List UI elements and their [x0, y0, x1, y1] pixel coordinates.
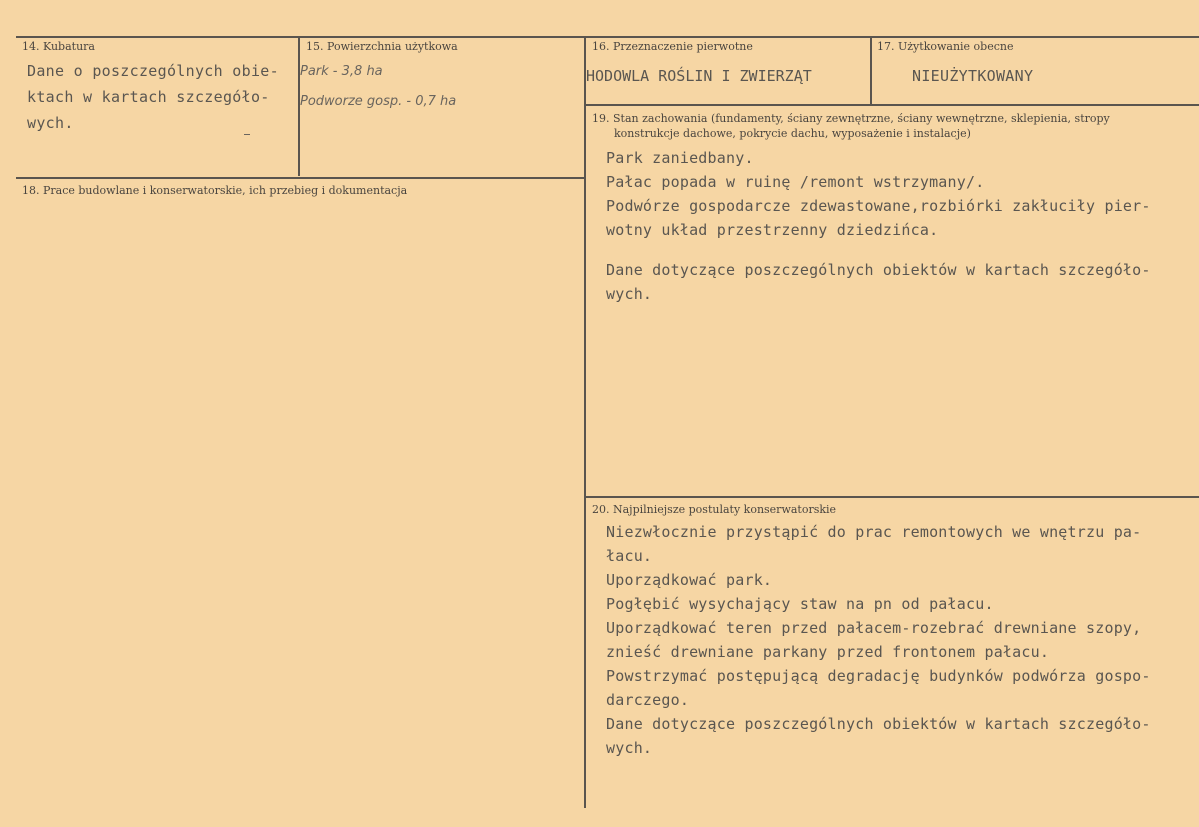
- field-17-label: 17. Użytkowanie obecne: [877, 40, 1014, 53]
- divider-left-right: [584, 36, 586, 808]
- pencil-mark: [244, 134, 250, 135]
- field-20-line: Uporządkować teren przed pałacem-rozebrać drewniane szopy,: [606, 619, 1142, 637]
- field-20-line: wych.: [606, 739, 653, 757]
- field-20-line: Niezwłocznie przystąpić do prac remontowych we wnętrzu pa-: [606, 523, 1142, 541]
- top-border: [16, 36, 1199, 38]
- field-19-label-line-2: konstrukcje dachowe, pokrycie dachu, wyposażenie i instalacje): [614, 127, 971, 140]
- field-14-line-1: Dane o poszczególnych obie-: [27, 62, 279, 80]
- field-19-line: Podwórze gospodarcze zdewastowane,rozbiórki zakłuciły pier-: [606, 197, 1151, 215]
- field-14-line-2: ktach w kartach szczegóło-: [27, 88, 270, 106]
- field-16-label: 16. Przeznaczenie pierwotne: [592, 40, 753, 53]
- field-19-line: Pałac popada w ruinę /remont wstrzymany/.: [606, 173, 985, 191]
- divider-14-18: [16, 177, 584, 179]
- field-17-value: NIEUŻYTKOWANY: [912, 67, 1034, 85]
- field-20-line: Dane dotyczące poszczególnych obiektów w kartach szczegóło-: [606, 715, 1151, 733]
- field-20-line: darczego.: [606, 691, 690, 709]
- field-15-line-1: Park - 3,8 ha: [300, 64, 383, 79]
- field-19-blank-line: [606, 242, 1151, 258]
- field-15-label: 15. Powierzchnia użytkowa: [306, 40, 458, 53]
- field-16-value: HODOWLA ROŚLIN I ZWIERZĄT: [586, 67, 812, 85]
- field-19-line: wotny układ przestrzenny dziedzińca.: [606, 221, 939, 239]
- field-19-label-line-1: 19. Stan zachowania (fundamenty, ściany zewnętrzne, ściany wewnętrzne, sklepienia, stropy: [592, 112, 1110, 125]
- divider-16-19: [586, 104, 1199, 106]
- field-18-label: 18. Prace budowlane i konserwatorskie, ich przebieg i dokumentacja: [22, 184, 408, 197]
- field-14-label: 14. Kubatura: [22, 40, 95, 53]
- divider-16-17: [870, 36, 872, 104]
- field-20-line: znieść drewniane parkany przed frontonem pałacu.: [606, 643, 1050, 661]
- field-20-text: [606, 520, 1151, 760]
- field-15-line-2: Podworze gosp. - 0,7 ha: [300, 94, 457, 109]
- field-19-line: Park zaniedbany.: [606, 149, 754, 167]
- field-20-line: Powstrzymać postępującą degradację budynków podwórza gospo-: [606, 667, 1151, 685]
- field-19-line: Dane dotyczące poszczególnych obiektów w kartach szczegóło-: [606, 261, 1151, 279]
- field-20-label: 20. Najpilniejsze postulaty konserwatorskie: [592, 503, 837, 516]
- field-20-line: Uporządkować park.: [606, 571, 773, 589]
- field-20-line: łacu.: [606, 547, 653, 565]
- field-19-line: wych.: [606, 285, 653, 303]
- field-19-text: [606, 146, 1151, 306]
- field-20-line: Pogłębić wysychający staw na pn od pałacu.: [606, 595, 994, 613]
- field-14-line-3: wych.: [27, 114, 74, 132]
- divider-19-20: [586, 496, 1199, 498]
